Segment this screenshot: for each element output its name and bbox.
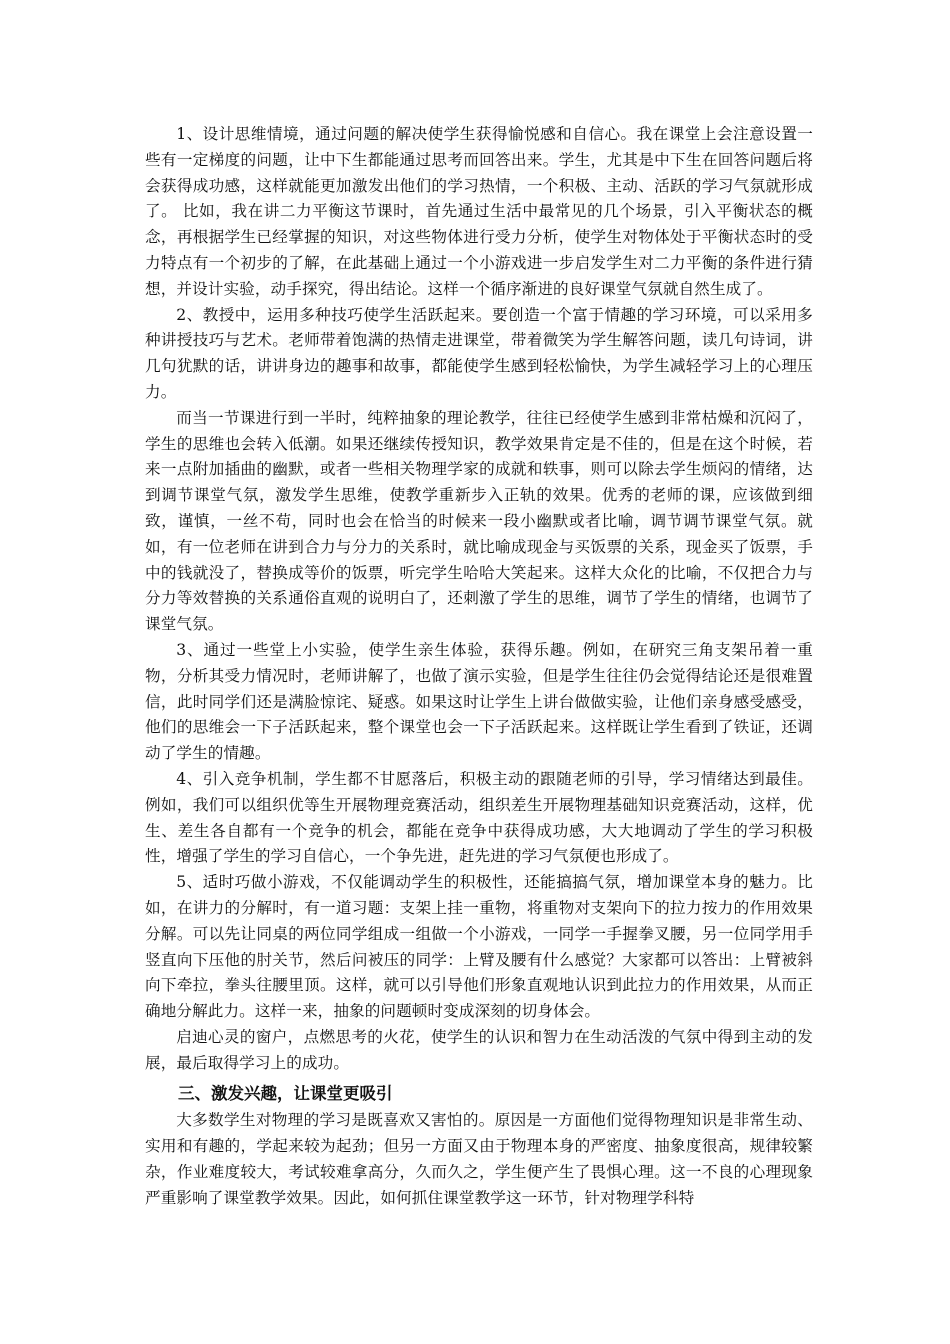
paragraph-small-experiments: 3、通过一些堂上小实验，使学生亲生体验，获得乐趣。例如，在研究三角支架吊着一重物，分析其受力情况时，老师讲解了，也做了演示实验，但是学生往往仍会觉得结论还是很难置信，此时同学们还是满脸惊诧、疑惑。如果这时让学生上讲台做做实验，让他们亲身感受感受，他们的思维会一下子活跃起来，整个课堂也会一下子活跃起来。这样既让学生看到了铁证，还调动了学生的情趣。 xyxy=(145,640,813,763)
document-page xyxy=(145,122,813,1212)
paragraph-design-thinking: 1、设计思维情境，通过问题的解决使学生获得愉悦感和自信心。我在课堂上会注意设置一些有一定梯度的问题，让中下生都能通过思考而回答出来。学生，尤其是中下生在回答问题后将会获得成功感，这样就能更加激发出他们的学习热情，一个积极、主动、活跃的学习气氛就形成了。 比如，我在讲二力平衡这节课时，首先通过生活中最常见的几个场景，引入平衡状态的概念，再根据学生已经掌握的知识，对这些物体进行受力分析，使学生对物体处于平衡状态时的受力特点有一个初步的了解，在此基础上通过一个小游戏进一步启发学生对二力平衡的条件进行猜想，并设计实验，动手探究，得出结论。这样一个循序渐进的良好课堂气氛就自然生成了。 xyxy=(145,125,813,298)
paragraph-small-games: 5、适时巧做小游戏，不仅能调动学生的积极性，还能搞搞气氛，增加课堂本身的魅力。比如，在讲力的分解时，有一道习题：支架上挂一重物，将重物对支架向下的拉力按力的作用效果分解。可以先让同桌的两位同学组成一组做一个小游戏，一同学一手握拳叉腰，另一位同学用手竖直向下压他的肘关节，然后问被压的同学：上臂及腰有什么感觉？大家都可以答出：上臂被斜向下牵拉，拳头往腰里顶。这样，就可以引导他们形象直观地认识到此拉力的作用效果，从而正确地分解此力。这样一来，抽象的问题顿时变成深刻的切身体会。 xyxy=(145,873,813,1021)
paragraph-interest-intro: 大多数学生对物理的学习是既喜欢又害怕的。原因是一方面他们觉得物理知识是非常生动、实用和有趣的，学起来较为起劲；但另一方面又由于物理本身的严密度、抽象度很高，规律较繁杂，作业难度较大，考试较难拿高分，久而久之，学生便产生了畏惧心理。这一不良的心理现象严重影响了课堂教学效果。因此，如何抓住课堂教学这一环节，针对物理学科特 xyxy=(145,1111,813,1207)
section-heading: 三、激发兴趣，让课堂更吸引 xyxy=(178,1084,393,1104)
paragraph-conclusion: 启迪心灵的窗户，点燃思考的火花，使学生的认识和智力在生动活泼的气氛中得到主动的发展，最后取得学习上的成功。 xyxy=(145,1027,813,1072)
paragraph-competition: 4、引入竞争机制，学生都不甘愿落后，积极主动的跟随老师的引导，学习情绪达到最佳。例如，我们可以组织优等生开展物理竞赛活动，组织差生开展物理基础知识竞赛活动，这样，优生、差生各自都有一个竞争的机会，都能在竞争中获得成功感，大大地调动了学生的学习积极性，增强了学生的学习自信心，一个争先进，赶先进的学习气氛便也形成了。 xyxy=(145,769,813,866)
paragraph-teaching-skills: 2、教授中，运用多种技巧使学生活跃起来。要创造一个富于情趣的学习环境，可以采用多种讲授技巧与艺术。老师带着饱满的热情走进课堂，带着微笑为学生解答问题，读几句诗词，讲几句犹默的话，讲讲身边的趣事和故事，都能使学生感到轻松愉快，为学生减轻学习上的心理压力。 xyxy=(145,305,813,401)
paragraph-humor-midclass: 而当一节课进行到一半时，纯粹抽象的理论教学，往往已经使学生感到非常枯燥和沉闷了，学生的思维也会转入低潮。如果还继续传授知识，教学效果肯定是不佳的，但是在这个时候，若来一点附加插曲的幽默，或者一些相关物理学家的成就和轶事，则可以除去学生烦闷的情绪，达到调节课堂气氛，激发学生思维，使教学重新步入正轨的效果。优秀的老师的课，应该做到细致，谨慎，一丝不苟，同时也会在恰当的时候来一段小幽默或者比喻，调节调节课堂气氛。就如，有一位老师在讲到合力与分力的关系时，就比喻成现金与买饭票的关系，现金买了饭票，手中的钱就没了，替换成等价的饭票，听完学生哈哈大笑起来。这样大众化的比喻，不仅把合力与分力等效替换的关系通俗直观的说明白了，还刺激了学生的思维，调节了学生的情绪，也调节了课堂气氛。 xyxy=(145,408,813,634)
